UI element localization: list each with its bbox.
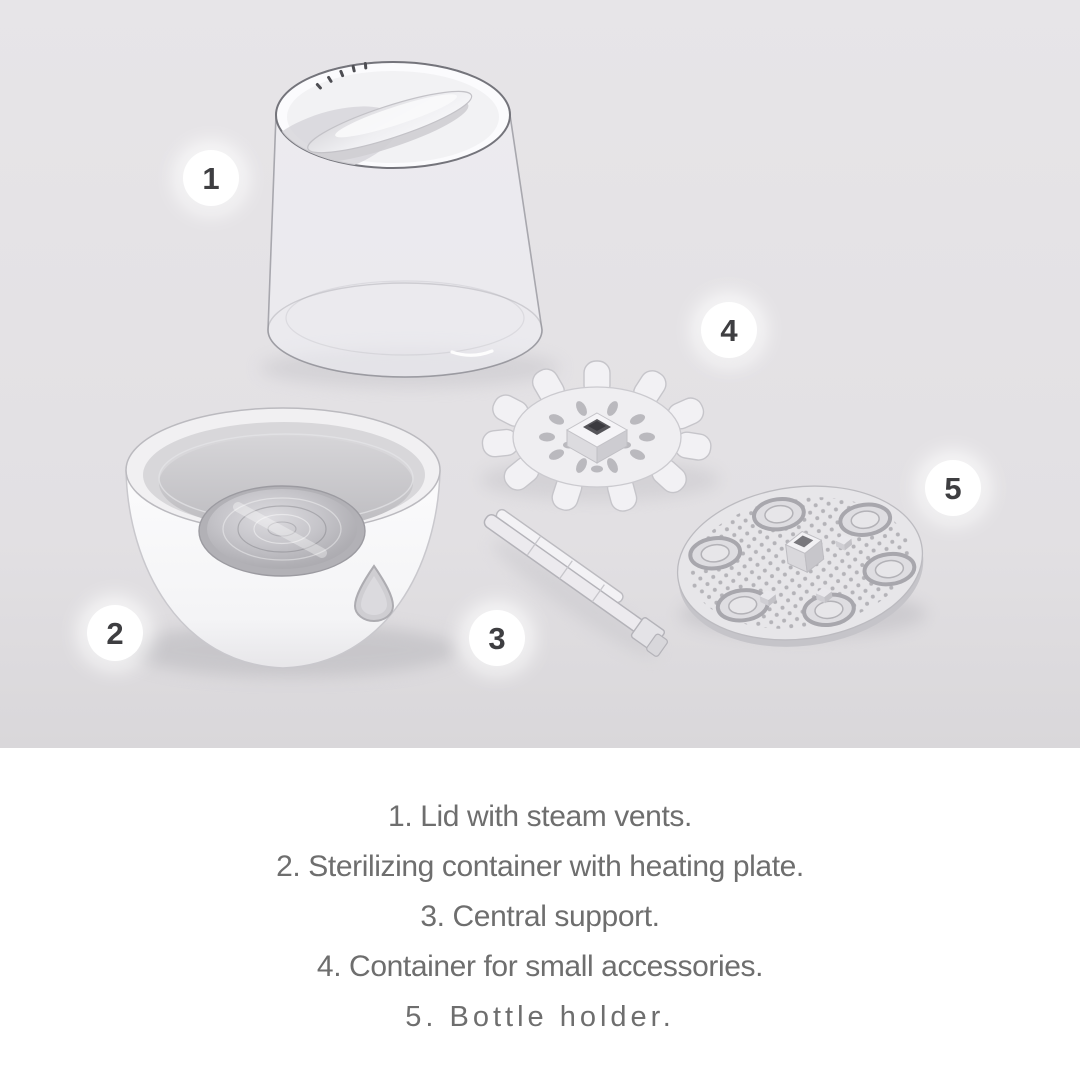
part-badge-3 [469,610,525,666]
badge-number: 4 [720,312,738,348]
part-badge-2 [87,605,143,661]
heating-plate [199,486,365,576]
part-badge-5 [925,460,981,516]
legend-item-4: 4. Container for small accessories. [316,950,764,983]
badge-number: 1 [202,160,220,196]
parts-legend [0,748,1080,1080]
legend-item-3: 3. Central support. [420,900,660,933]
legend-item-1: 1. Lid with steam vents. [388,800,692,833]
badge-number: 5 [944,470,962,506]
badge-number: 3 [488,620,506,656]
part-badge-4 [701,302,757,358]
legend-item-2: 2. Sterilizing container with heating plate. [276,850,804,883]
legend-item-5: 5. Bottle holder. [405,1001,675,1033]
part-badge-1 [183,150,239,206]
badge-number: 2 [106,615,124,651]
lid-illustration [252,62,542,377]
